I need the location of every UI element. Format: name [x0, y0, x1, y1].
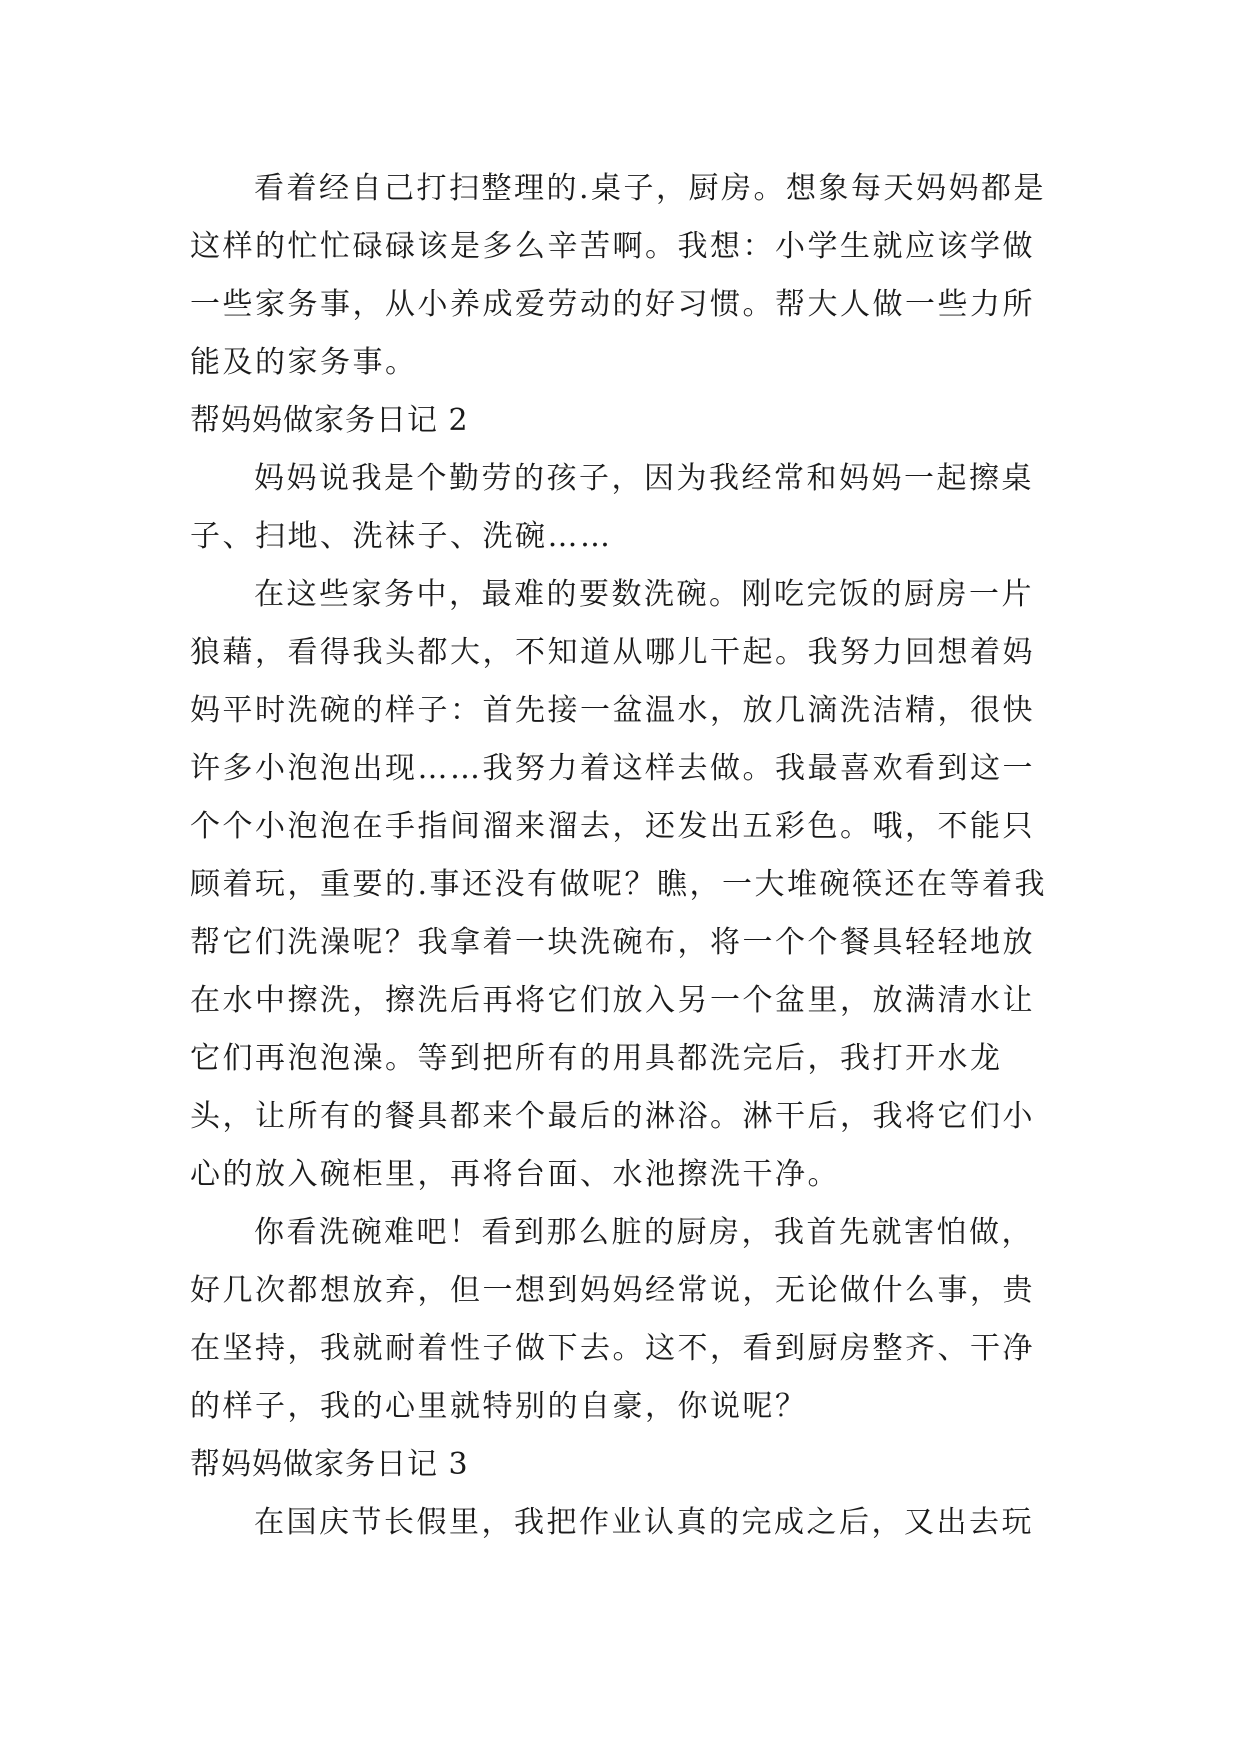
section-heading: 帮妈妈做家务日记 3 — [190, 1447, 469, 1482]
section-heading: 帮妈妈做家务日记 2 — [190, 403, 469, 438]
document-body — [190, 160, 1050, 1552]
paragraph: 看着经自己打扫整理的.桌子，厨房。想象每天妈妈都是这样的忙忙碌碌该是多么辛苦啊。我想：小学生就应该学做一些家务事，从小养成爱劳动的好习惯。帮大人做一些力所能及的家务事。 — [190, 171, 1047, 380]
paragraph: 你看洗碗难吧！看到那么脏的厨房，我首先就害怕做，好几次都想放弃，但一想到妈妈经常说，无论做什么事，贵在坚持，我就耐着性子做下去。这不，看到厨房整齐、干净的样子，我的心里就特别的自豪，你说呢？ — [190, 1215, 1035, 1424]
paragraph: 在这些家务中，最难的要数洗碗。刚吃完饭的厨房一片狼藉，看得我头都大，不知道从哪儿干起。我努力回想着妈妈平时洗碗的样子：首先接一盆温水，放几滴洗洁精，很快许多小泡泡出现……我努力着这样去做。我最喜欢看到这一个个小泡泡在手指间溜来溜去，还发出五彩色。哦，不能只顾着玩，重要的.事还没有做呢？瞧，一大堆碗筷还在等着我帮它们洗澡呢？我拿着一块洗碗布，将一个个餐具轻轻地放在水中擦洗，擦洗后再将它们放入另一个盆里，放满清水让它们再泡泡澡。等到把所有的用具都洗完后，我打开水龙头，让所有的餐具都来个最后的淋浴。淋干后，我将它们小心的放入碗柜里，再将台面、水池擦洗干净。 — [190, 577, 1048, 1192]
paragraph: 在国庆节长假里，我把作业认真的完成之后，又出去玩 — [254, 1505, 1034, 1540]
paragraph: 妈妈说我是个勤劳的孩子，因为我经常和妈妈一起擦桌子、扫地、洗袜子、洗碗…… — [190, 461, 1034, 554]
